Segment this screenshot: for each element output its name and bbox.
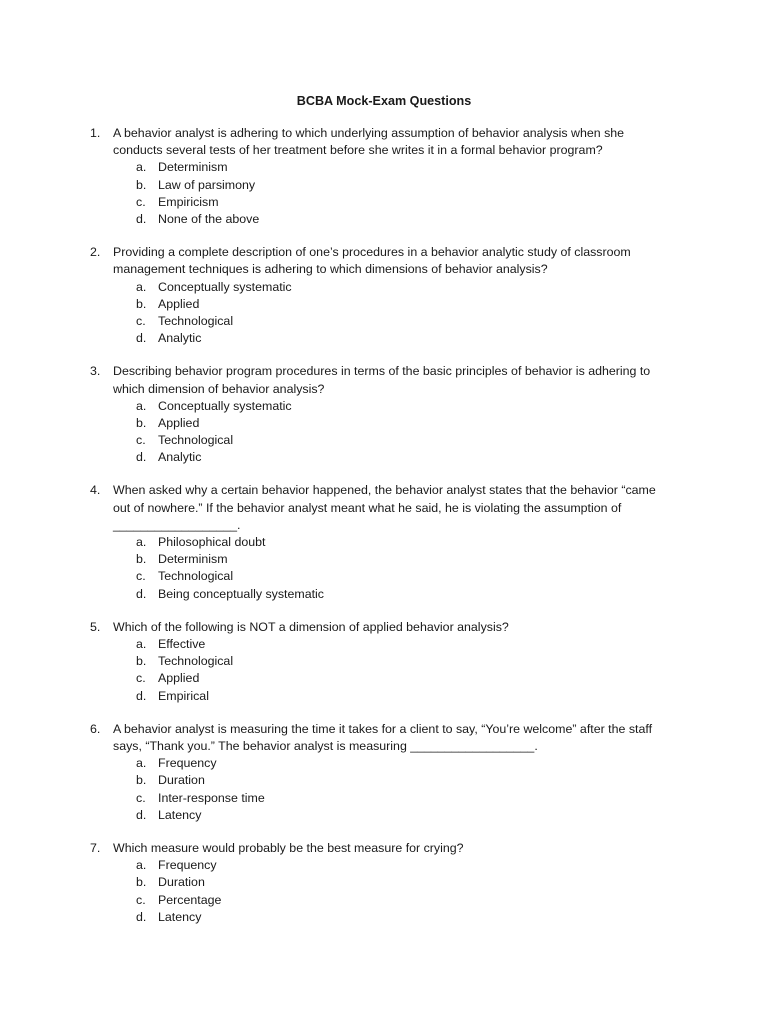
answer-options [0, 636, 768, 705]
question-text: A behavior analyst is measuring the time it takes for a client to say, “You’re welcome” after the staff says, “Thank you.” The behavior analyst is measuring __________________. [113, 721, 653, 753]
question-item [0, 619, 768, 705]
answer-option [0, 432, 768, 449]
option-text: Technological [158, 569, 234, 584]
option-text: Technological [158, 433, 234, 448]
answer-options [0, 279, 768, 348]
answer-option [0, 688, 768, 705]
option-letter: d. [136, 688, 147, 703]
option-letter: a. [136, 637, 147, 652]
question-item [0, 363, 768, 466]
question-number: 4. [90, 483, 101, 498]
option-letter: c. [136, 569, 146, 584]
option-letter: b. [136, 177, 147, 192]
answer-option [0, 772, 768, 789]
question-item [0, 721, 768, 824]
option-text: Duration [158, 875, 205, 890]
question-item [0, 125, 768, 228]
option-letter: c. [136, 313, 146, 328]
option-letter: a. [136, 858, 147, 873]
answer-option [0, 755, 768, 772]
option-letter: c. [136, 194, 146, 209]
answer-option [0, 586, 768, 603]
question-number: 2. [90, 245, 101, 260]
option-text: Duration [158, 773, 205, 788]
option-text: None of the above [158, 211, 260, 226]
question-text: A behavior analyst is adhering to which underlying assumption of behavior analysis when she conducts several tests of her treatment before she writes it in a formal behavior program? [113, 126, 625, 158]
option-text: Being conceptually systematic [158, 586, 324, 601]
answer-option [0, 670, 768, 687]
option-letter: a. [136, 160, 147, 175]
option-text: Law of parsimony [158, 177, 256, 192]
answer-option [0, 177, 768, 194]
option-letter: d. [136, 909, 147, 924]
question-text: Which measure would probably be the best measure for crying? [113, 840, 464, 855]
option-text: Philosophical doubt [158, 535, 266, 550]
option-letter: a. [136, 535, 147, 550]
option-letter: c. [136, 433, 146, 448]
answer-option [0, 892, 768, 909]
question-number: 7. [90, 840, 101, 855]
option-text: Applied [158, 415, 200, 430]
option-text: Empirical [158, 688, 209, 703]
question-list [0, 125, 768, 942]
option-letter: a. [136, 398, 147, 413]
option-letter: b. [136, 552, 147, 567]
option-text: Analytic [158, 331, 202, 346]
option-text: Conceptually systematic [158, 279, 292, 294]
answer-option [0, 653, 768, 670]
answer-option [0, 194, 768, 211]
option-text: Effective [158, 637, 206, 652]
option-letter: b. [136, 415, 147, 430]
option-letter: c. [136, 671, 146, 686]
answer-option [0, 279, 768, 296]
question-text: When asked why a certain behavior happened, the behavior analyst states that the behavior “came out of nowhere.” If the behavior analyst meant what he said, he is violating the assumption of __________________. [113, 483, 656, 532]
question-number: 1. [90, 126, 101, 140]
answer-option [0, 449, 768, 466]
answer-options [0, 755, 768, 824]
option-text: Conceptually systematic [158, 398, 292, 413]
answer-option [0, 636, 768, 653]
option-text: Technological [158, 654, 234, 669]
question-item [0, 244, 768, 347]
option-letter: b. [136, 654, 147, 669]
question-number: 6. [90, 721, 101, 736]
option-text: Inter-response time [158, 790, 265, 805]
answer-option [0, 415, 768, 432]
option-letter: b. [136, 773, 147, 788]
option-letter: a. [136, 756, 147, 771]
answer-option [0, 857, 768, 874]
option-text: Latency [158, 909, 202, 924]
question-text: Which of the following is NOT a dimension of applied behavior analysis? [113, 619, 509, 634]
question-number: 5. [90, 619, 101, 634]
question-number: 3. [90, 364, 101, 379]
option-letter: d. [136, 211, 147, 226]
option-letter: d. [136, 450, 147, 465]
option-letter: d. [136, 586, 147, 601]
answer-options [0, 857, 768, 926]
question-text: Describing behavior program procedures in terms of the basic principles of behavior is adhering to which dimension of behavior analysis? [113, 364, 651, 396]
option-text: Applied [158, 296, 200, 311]
option-text: Analytic [158, 450, 202, 465]
answer-option [0, 790, 768, 807]
answer-option [0, 296, 768, 313]
option-text: Applied [158, 671, 200, 686]
option-text: Technological [158, 313, 234, 328]
document-title: BCBA Mock-Exam Questions [296, 94, 472, 108]
answer-options [0, 534, 768, 603]
option-letter: d. [136, 331, 147, 346]
option-text: Empiricism [158, 194, 219, 209]
answer-options [0, 159, 768, 228]
answer-option [0, 807, 768, 824]
option-letter: a. [136, 279, 147, 294]
answer-option [0, 534, 768, 551]
answer-option [0, 874, 768, 891]
option-letter: b. [136, 875, 147, 890]
answer-option [0, 313, 768, 330]
option-letter: d. [136, 807, 147, 822]
option-text: Determinism [158, 160, 228, 175]
answer-option [0, 398, 768, 415]
option-text: Latency [158, 807, 202, 822]
option-letter: c. [136, 790, 146, 805]
answer-option [0, 568, 768, 585]
answer-options [0, 398, 768, 467]
question-text: Providing a complete description of one’s procedures in a behavior analytic study of classroom management techniques is adhering to which dimensions of behavior analysis? [113, 245, 631, 277]
question-item [0, 840, 768, 926]
option-letter: c. [136, 892, 146, 907]
answer-option [0, 159, 768, 176]
answer-option [0, 551, 768, 568]
answer-option [0, 909, 768, 926]
option-text: Frequency [158, 756, 217, 771]
option-text: Determinism [158, 552, 228, 567]
option-text: Percentage [158, 892, 222, 907]
option-text: Frequency [158, 858, 217, 873]
option-letter: b. [136, 296, 147, 311]
answer-option [0, 211, 768, 228]
answer-option [0, 330, 768, 347]
question-item [0, 482, 768, 602]
